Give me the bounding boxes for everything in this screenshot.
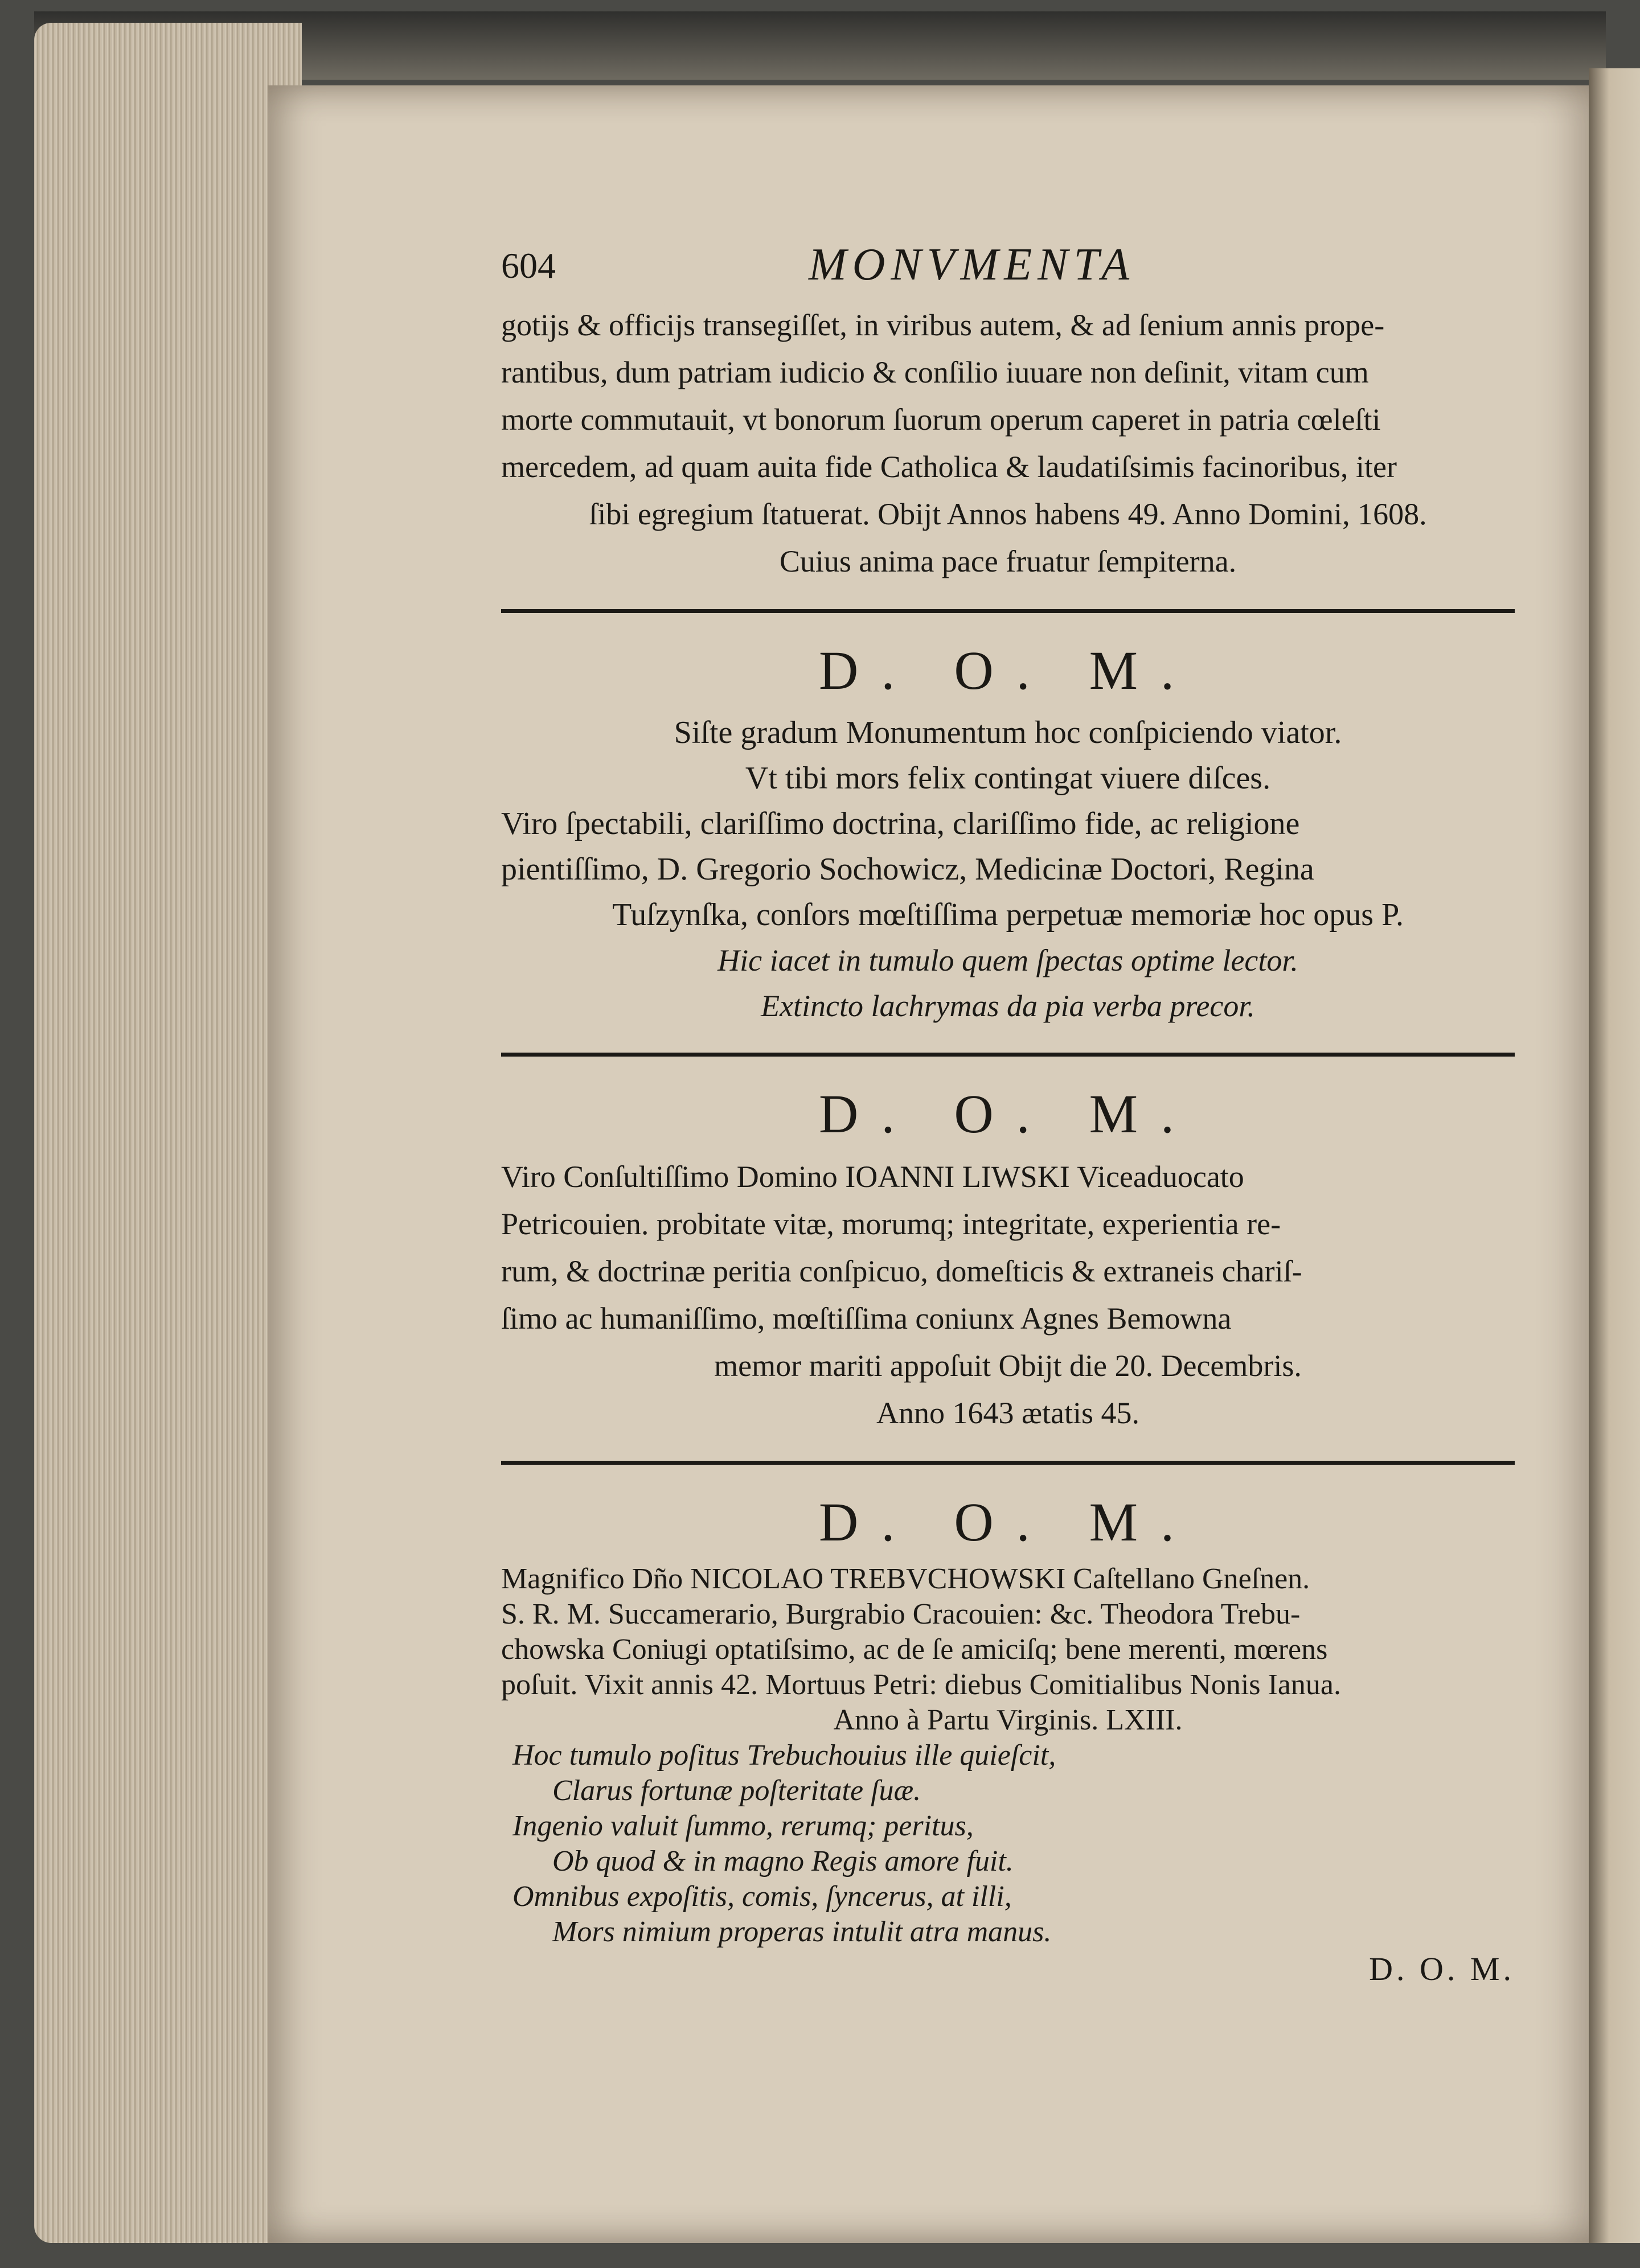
epitaph-heading: D. O. M. xyxy=(818,640,1197,701)
verse-line: Clarus fortunæ poſteritate ſuæ. xyxy=(552,1774,921,1807)
text-line: poſuit. Vixit annis 42. Mortuus Petri: diebus Comitialibus Nonis Ianua. xyxy=(501,1669,1341,1701)
text-line: ſibi egregium ſtatuerat. Obijt Annos habens 49. Anno Domini, 1608. xyxy=(589,497,1427,531)
text-line: mercedem, ad quam auita fide Catholica & laudatiſsimis facinoribus, iter xyxy=(501,450,1397,484)
page-block-edge xyxy=(34,23,302,2243)
running-title: MONVMENTA xyxy=(809,240,1135,290)
page-number: 604 xyxy=(501,245,556,286)
text-line: chowska Coniugi optatiſsimo, ac de ſe amiciſq; bene merenti, mœrens xyxy=(501,1633,1328,1666)
section-divider xyxy=(501,1053,1515,1057)
verse-line: Omnibus expoſitis, comis, ſyncerus, at illi, xyxy=(512,1880,1012,1913)
page-content xyxy=(501,239,1515,2001)
epitaph-trebuchowski xyxy=(501,1485,1515,1950)
epitaph-verse xyxy=(501,1738,1515,1950)
text-line: Petricouien. probitate vitæ, morumq; integritate, experientia re- xyxy=(501,1207,1281,1241)
text-line: Vt tibi mors felix contingat viuere diſces. xyxy=(745,761,1271,796)
text-line: Magnifico Dño NICOLAO TREBVCHOWSKI Caſtellano Gneſnen. xyxy=(501,1563,1310,1595)
text-line: Anno 1643 ætatis 45. xyxy=(876,1396,1139,1430)
catchword: D. O. M. xyxy=(1369,1950,1515,1987)
epitaph-liwski xyxy=(501,1077,1515,1437)
facing-page-edge xyxy=(1589,68,1640,2243)
epitaph-heading: D. O. M. xyxy=(818,1083,1197,1144)
text-line: ſimo ac humaniſſimo, mœſtiſſima coniunx Agnes Bemowna xyxy=(501,1301,1232,1336)
section-divider xyxy=(501,1461,1515,1465)
text-line: rantibus, dum patriam iudicio & conſilio iuuare non deſinit, vitam cum xyxy=(501,355,1369,389)
text-line: Hic iacet in tumulo quem ſpectas optime lector. xyxy=(718,943,1298,977)
text-line: Viro Conſultiſſimo Domino IOANNI LIWSKI Viceaduocato xyxy=(501,1160,1244,1194)
continuation-text xyxy=(501,302,1515,585)
text-line: Extincto lachrymas da pia verba precor. xyxy=(761,989,1255,1023)
text-line: memor mariti appoſuit Obijt die 20. Decembris. xyxy=(714,1349,1302,1383)
text-line: Tuſzynſka, conſors mœſtiſſima perpetuæ memoriæ hoc opus P. xyxy=(612,897,1404,932)
text-line: Siſte gradum Monumentum hoc conſpiciendo viator. xyxy=(674,715,1342,750)
epitaph-sochowicz xyxy=(501,634,1515,1029)
verse-line: Ingenio valuit ſummo, rerumq; peritus, xyxy=(512,1810,974,1842)
text-line: rum, & doctrinæ peritia conſpicuo, domeſticis & extraneis chariſ- xyxy=(501,1254,1302,1288)
text-line: Viro ſpectabili, clariſſimo doctrina, clariſſimo fide, ac religione xyxy=(501,806,1300,841)
section-divider xyxy=(501,609,1515,613)
text-line: morte commutauit, vt bonorum ſuorum operum caperet in patria cœleſti xyxy=(501,402,1381,437)
text-line: Cuius anima pace fruatur ſempiterna. xyxy=(779,544,1237,578)
page-header xyxy=(501,239,1515,302)
text-line: pientiſſimo, D. Gregorio Sochowicz, Medicinæ Doctori, Regina xyxy=(501,852,1314,887)
verse-line: Ob quod & in magno Regis amore fuit. xyxy=(552,1845,1014,1877)
epitaph-heading: D. O. M. xyxy=(818,1492,1197,1552)
verse-line: Hoc tumulo poſitus Trebuchouius ille quieſcit, xyxy=(512,1739,1056,1772)
text-line: S. R. M. Succamerario, Burgrabio Cracouien: &c. Theodora Trebu- xyxy=(501,1598,1301,1630)
text-line: Anno à Partu Virginis. LXIII. xyxy=(833,1704,1183,1736)
text-line: gotijs & officijs transegiſſet, in viribus autem, & ad ſenium annis prope- xyxy=(501,308,1385,342)
verse-line: Mors nimium properas intulit atra manus. xyxy=(552,1916,1052,1948)
